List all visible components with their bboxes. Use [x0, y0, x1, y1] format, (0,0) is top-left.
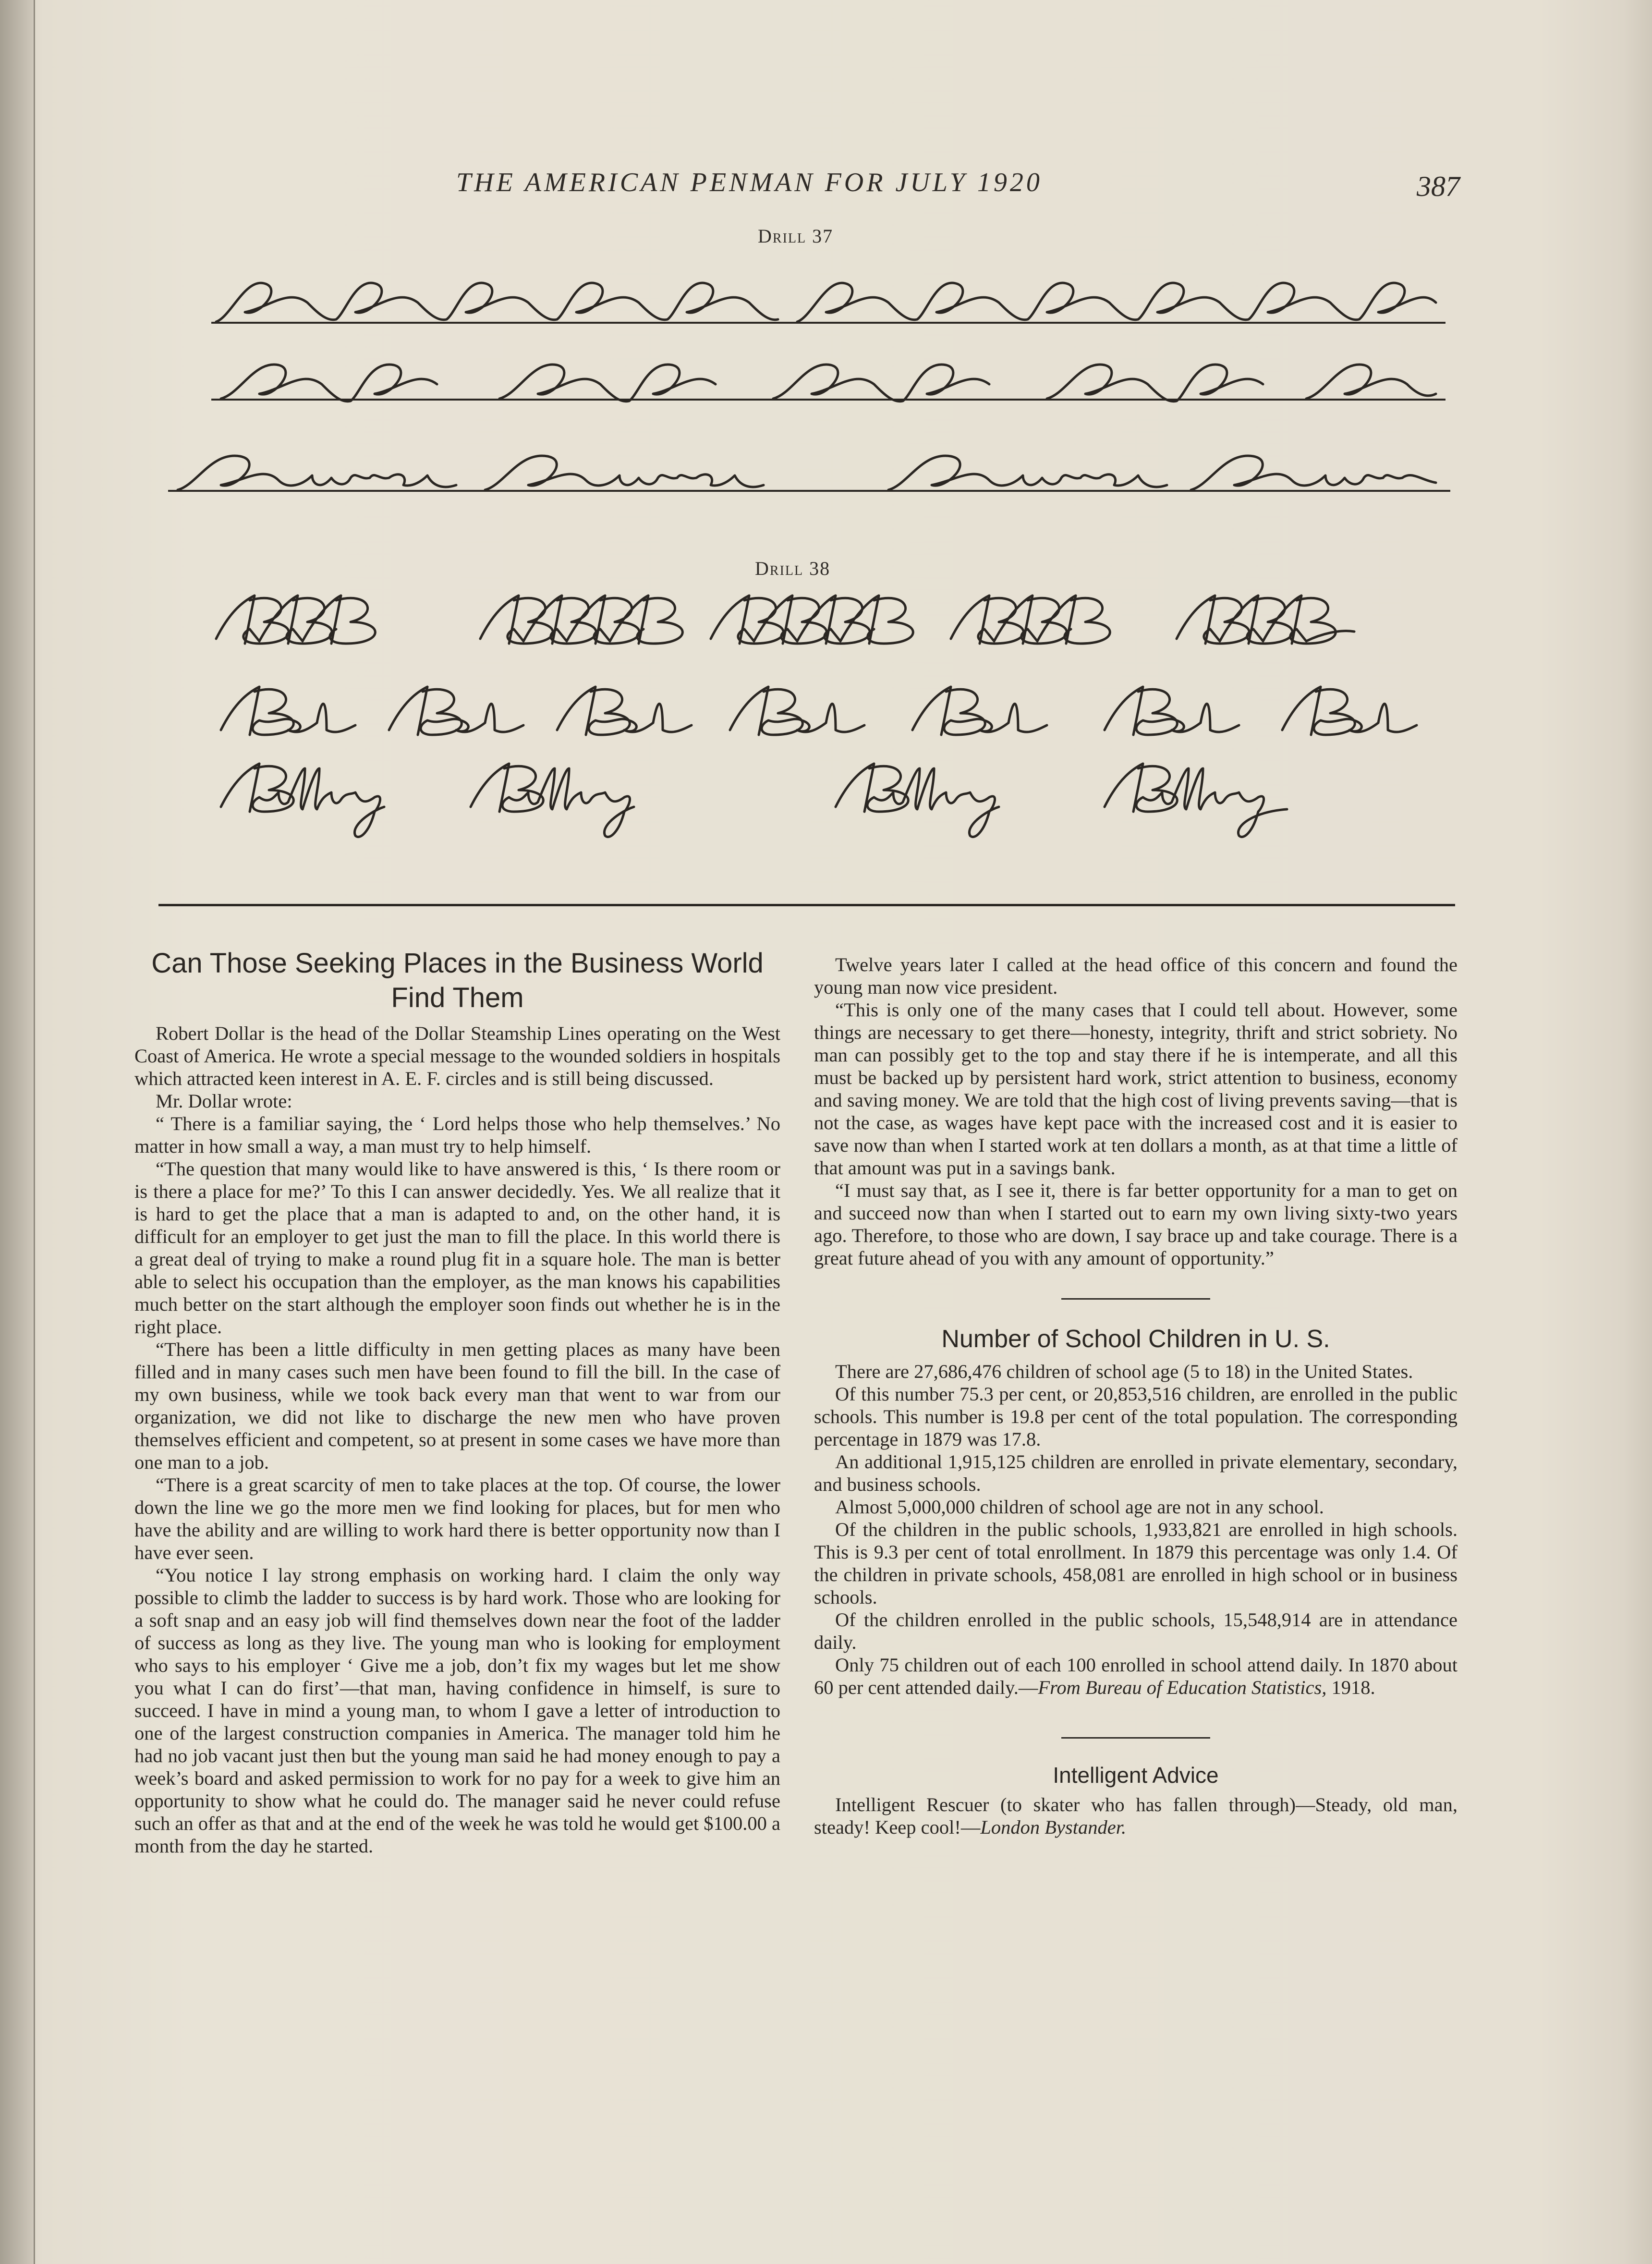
article-1-continued-paragraph: “I must say that, as I see it, there is far better opportunity for a man to get on and succeed now than when I started out to earn my own living sixty-two years ago. Therefore, to those who are down, I say brace up and take courage. There is a great future ahead of you with any amount of opportunity.”	[814, 1180, 1458, 1269]
article-1-paragraph: “There is a great scarcity of men to take places at the top. Of course, the lower down the line we go the more men we find looking for places, but for men who have the ability and are willing to work hard there is better opportunity now than I have ever seen.	[134, 1474, 780, 1563]
section-divider	[158, 904, 1455, 906]
page-number: 387	[1417, 170, 1460, 202]
article-1-paragraph: “The question that many would like to have answered is this, ‘ Is there room or is there a place for me?’ To this I can answer decidedly. Yes. We all realize that it is hard to get the place that a man is adapted to and, on the other hand, it is difficult for an employer to get just the man to fill the place. In this world there is a great deal of trying to make a round plug fit in a square hole. The man is better able to select his occupation than the employer, as the man knows his capabilities much better on the start although the employer soon finds out whether he is in the right place.	[134, 1158, 780, 1338]
article-1-paragraph: “You notice I lay strong emphasis on working hard. I claim the only way possible to climb the ladder to success is by hard work. Those who are looking for a soft snap and an easy job will find themselves down near the foot of the ladder of success as long as they live. The young man who is looking for employment who says to his employer ‘ Give me a job, don’t fix my wages but let me show you what I can do first’—that man, having confidence in himself, is sure to succeed. I have in mind a young man, to whom I gave a letter of introduction to one of the largest construction companies in America. The manager told him he had no job vacant just then but the young man said he had money enough to pay a week’s board and asked permission to work for no pay for a week to give him an opportunity to show what he could do. The manager said he never could refuse such an offer as that and at the end of the week he was told he would get $100.00 a month from the day he started.	[134, 1564, 780, 1857]
article-2-source-year: 1918.	[1326, 1677, 1375, 1698]
article-2-last-text: Only 75 children out of each 100 enrolled in school attend daily. In 1870 about 60 per cent attended daily.—	[814, 1654, 1458, 1698]
magazine-title: THE AMERICAN PENMAN FOR JULY 1920	[456, 168, 1043, 197]
article-1-paragraph: Mr. Dollar wrote:	[156, 1090, 292, 1112]
article-2-paragraph: Of the children in the public schools, 1,933,821 are enrolled in high schools. This is 9.3 per cent of total enrollment. In 1879 this percentage was only 1.4. Of the children in private schools, 458,081 are enrolled in high school or in business schools.	[814, 1519, 1458, 1608]
left-column	[134, 946, 780, 1857]
article-2-paragraph: Almost 5,000,000 children of school age are not in any school.	[835, 1496, 1324, 1518]
article-3-paragraph	[814, 1793, 1458, 1838]
drill-38-row-1	[202, 581, 1450, 670]
drill-37-row-1	[202, 259, 1450, 358]
article-1-paragraph: “ There is a familiar saying, the ‘ Lord helps those who help themselves.’ No matter in how small a way, a man must try to help himself.	[134, 1113, 780, 1157]
article-2-paragraph: Of the children enrolled in the public schools, 15,548,914 are in attendance daily.	[814, 1609, 1458, 1653]
article-2-paragraph	[814, 1654, 1458, 1699]
article-2-paragraph: There are 27,686,476 children of school age (5 to 18) in the United States.	[835, 1361, 1413, 1382]
article-1-continued-paragraph: “This is only one of the many cases that I could tell about. However, some things are necessary to get there—honesty, integrity, thrift and strict sobriety. No man can possibly get to the top and stay there if he is intemperate, and all this must be backed up by persistent hard work, strict attention to business, economy and saving money. We are told that the high cost of living prevents saving—that is not the case, as wages have kept pace with the increased cost and it is easier to save now than when I started work at ten dollars a month, as at that time a little of that amount was put in a savings bank.	[814, 999, 1458, 1179]
facing-page-edge	[0, 0, 35, 2264]
drill-37-row-3	[158, 432, 1455, 521]
article-2-source: From Bureau of Education Statistics,	[1038, 1677, 1327, 1698]
running-header	[0, 167, 1652, 206]
right-column	[814, 953, 1458, 1838]
article-1-paragraph: Robert Dollar is the head of the Dollar Steamship Lines operating on the West Coast of America. He wrote a special message to the wounded soldiers in hospitals which attracted keen interest in A. E. F. circles and is still being discussed.	[134, 1022, 780, 1089]
article-1-continued-paragraph: Twelve years later I called at the head office of this concern and found the young man now vice president.	[814, 954, 1458, 998]
drill-38-row-3	[202, 749, 1450, 848]
article-3-heading: Intelligent Advice	[1053, 1763, 1219, 1788]
article-2-heading: Number of School Children in U. S.	[941, 1325, 1330, 1353]
drill-38-label: Drill 38	[755, 558, 831, 579]
article-3-source: London Bystander.	[980, 1816, 1127, 1838]
drill-38-row-2	[202, 668, 1450, 756]
drill-37-label: Drill 37	[758, 225, 834, 247]
article-1-heading: Can Those Seeking Places in the Business World Find Them	[151, 948, 764, 1013]
article-2-paragraph: An additional 1,915,125 children are enrolled in private elementary, secondary, and business schools.	[814, 1451, 1458, 1495]
article-3-text: Intelligent Rescuer (to skater who has fallen through)—Steady, old man, steady! Keep cool!—	[814, 1794, 1458, 1838]
article-1-paragraph: “There has been a little difficulty in men getting places as many have been filled and in many cases such men have been found to fill the bill. In the case of my own business, while we took back every man that went to war from our organization, we did not like to discharge the new men who have proven themselves efficient and competent, so at present in some cases we have more than one man to a job.	[134, 1339, 780, 1473]
drill-37-row-2	[202, 346, 1450, 435]
article-2-paragraph: Of this number 75.3 per cent, or 20,853,516 children, are enrolled in the public schools. This number is 19.8 per cent of the total population. The corresponding percentage in 1879 was 17.8.	[814, 1383, 1458, 1450]
